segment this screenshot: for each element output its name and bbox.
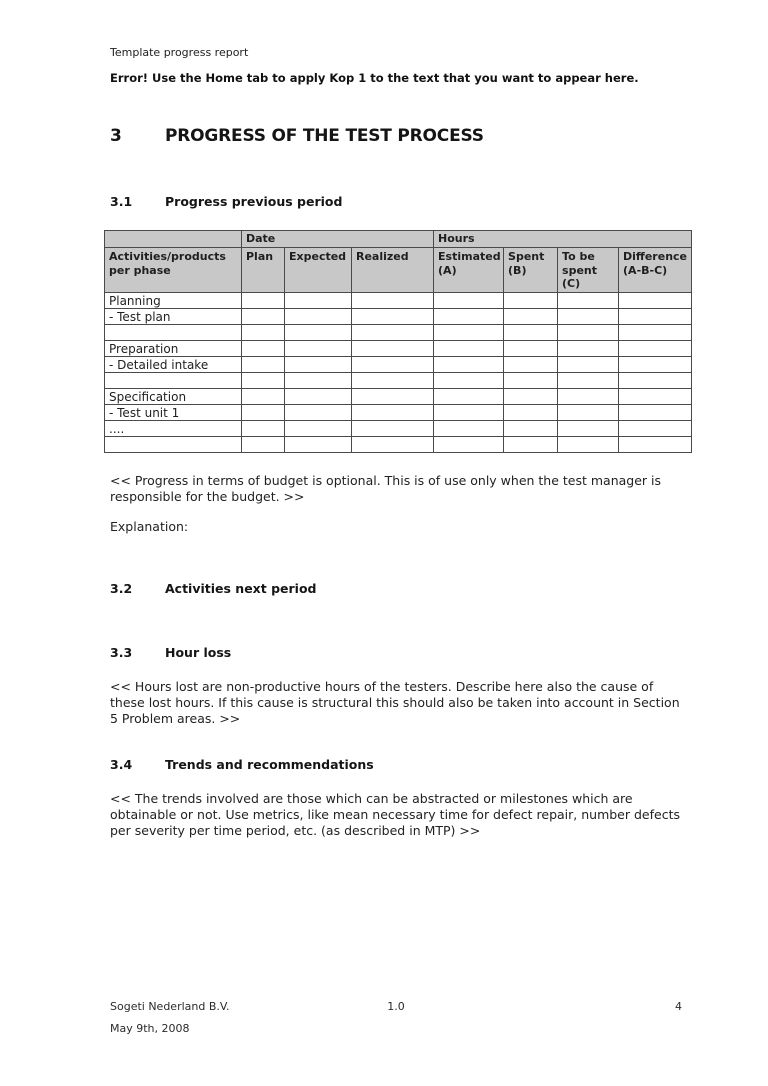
table-cell (504, 405, 558, 421)
table-cell (352, 373, 434, 389)
table-row (105, 405, 692, 421)
table-row (105, 421, 692, 437)
table-cell (619, 325, 692, 341)
table-cell (558, 325, 619, 341)
table-cell (504, 293, 558, 309)
table-cell (285, 325, 352, 341)
table-cell (242, 437, 285, 453)
hour-loss-note: << Hours lost are non-productive hours of the testers. Describe here also the cause of these lost hours. If this cause is structural this should also be taken into account in Section 5 Problem areas. >> (110, 679, 680, 726)
table-cell (434, 373, 504, 389)
table-cell (434, 341, 504, 357)
budget-note: << Progress in terms of budget is optional. This is of use only when the test manager is responsible for the budget. >> (110, 473, 662, 504)
table-cell (619, 309, 692, 325)
row-label (105, 437, 242, 453)
row-label: - Test plan (105, 309, 242, 325)
table-cell (285, 437, 352, 453)
table-cell (504, 309, 558, 325)
table-cell (242, 325, 285, 341)
table-row (105, 357, 692, 373)
table-cell (242, 389, 285, 405)
row-label: Preparation (105, 341, 242, 357)
table-column-header-row (105, 248, 692, 293)
table-cell (558, 341, 619, 357)
table-cell (434, 437, 504, 453)
table-row (105, 341, 692, 357)
table-cell (434, 325, 504, 341)
table-cell (285, 309, 352, 325)
table-cell (285, 293, 352, 309)
explanation-label: Explanation: (110, 519, 189, 534)
table-header-estimated: Estimated (A) (434, 248, 504, 293)
table-cell (504, 341, 558, 357)
table-cell (352, 341, 434, 357)
row-label (105, 325, 242, 341)
table-cell (242, 373, 285, 389)
table-row (105, 325, 692, 341)
table-group-header-date: Date (242, 231, 434, 248)
section-title: Progress previous period (165, 194, 343, 209)
table-header-expected: Expected (285, 248, 352, 293)
table-cell (619, 437, 692, 453)
section-heading-3-4 (110, 757, 374, 772)
footer-page-number: 4 (675, 1000, 683, 1013)
table-cell (434, 293, 504, 309)
section-number: 3.3 (110, 645, 133, 660)
table-cell (352, 293, 434, 309)
chapter-heading (110, 126, 484, 146)
section-title: Activities next period (165, 581, 317, 596)
table-header-plan: Plan (242, 248, 285, 293)
row-label: .... (105, 421, 242, 437)
table-cell (242, 421, 285, 437)
table-header-realized: Realized (352, 248, 434, 293)
row-label: - Test unit 1 (105, 405, 242, 421)
table-row (105, 373, 692, 389)
table-cell (558, 389, 619, 405)
table-row (105, 389, 692, 405)
section-title: Hour loss (165, 645, 232, 660)
table-cell (352, 309, 434, 325)
table-cell (558, 421, 619, 437)
table-cell (242, 293, 285, 309)
table-cell (242, 405, 285, 421)
table-cell (504, 421, 558, 437)
table-header-activities: Activities/products per phase (105, 248, 242, 293)
footer-date: May 9th, 2008 (110, 1022, 190, 1035)
row-label: - Detailed intake (105, 357, 242, 373)
table-cell (619, 389, 692, 405)
table-cell (619, 357, 692, 373)
table-cell (619, 421, 692, 437)
table-cell (558, 437, 619, 453)
table-cell (558, 309, 619, 325)
table-cell (558, 373, 619, 389)
table-cell (504, 437, 558, 453)
row-label (105, 373, 242, 389)
table-cell (504, 373, 558, 389)
table-row (105, 309, 692, 325)
table-cell (242, 341, 285, 357)
progress-table-container (104, 230, 692, 453)
footer-company: Sogeti Nederland B.V. (110, 1000, 230, 1013)
table-cell (504, 389, 558, 405)
table-cell (285, 373, 352, 389)
table-cell (434, 405, 504, 421)
chapter-number: 3 (110, 126, 122, 146)
table-header-to-be-spent: To be spent (C) (558, 248, 619, 293)
table-cell (352, 421, 434, 437)
table-cell (242, 309, 285, 325)
section-title: Trends and recommendations (165, 757, 374, 772)
table-cell (619, 405, 692, 421)
table-cell (285, 405, 352, 421)
table-cell (285, 389, 352, 405)
table-group-header-hours: Hours (434, 231, 692, 248)
table-cell (285, 341, 352, 357)
section-heading-3-3 (110, 645, 231, 660)
table-cell (558, 293, 619, 309)
section-heading-3-2 (110, 581, 316, 596)
row-label: Planning (105, 293, 242, 309)
table-cell (285, 357, 352, 373)
table-header-cell-empty (105, 231, 242, 248)
footer-version: 1.0 (387, 1000, 405, 1013)
running-header-title: Template progress report (110, 46, 249, 59)
table-cell (434, 421, 504, 437)
table-cell (242, 357, 285, 373)
progress-table (104, 230, 692, 453)
table-cell (558, 357, 619, 373)
section-number: 3.4 (110, 757, 133, 772)
row-label: Specification (105, 389, 242, 405)
page-footer (110, 1000, 682, 1013)
table-cell (352, 357, 434, 373)
table-cell (285, 421, 352, 437)
table-row (105, 437, 692, 453)
table-header-spent: Spent (B) (504, 248, 558, 293)
table-cell (352, 325, 434, 341)
table-row (105, 293, 692, 309)
table-group-header-row (105, 231, 692, 248)
table-header-difference: Difference (A-B-C) (619, 248, 692, 293)
section-number: 3.2 (110, 581, 133, 596)
table-cell (352, 405, 434, 421)
table-cell (352, 389, 434, 405)
table-cell (434, 357, 504, 373)
table-cell (504, 357, 558, 373)
table-cell (558, 405, 619, 421)
section-heading-3-1 (110, 194, 342, 209)
section-number: 3.1 (110, 194, 133, 209)
table-cell (434, 389, 504, 405)
table-cell (619, 293, 692, 309)
chapter-title: PROGRESS OF THE TEST PROCESS (165, 126, 484, 146)
table-cell (434, 309, 504, 325)
table-cell (504, 325, 558, 341)
table-cell (352, 437, 434, 453)
trends-note: << The trends involved are those which can be abstracted or milestones which are obtainable or not. Use metrics, like mean necessary time for defect repair, number defects per severity per time period, etc. (as described in MTP) >> (110, 791, 680, 838)
table-cell (619, 341, 692, 357)
table-cell (619, 373, 692, 389)
running-header-error-text: Error! Use the Home tab to apply Kop 1 to the text that you want to appear here. (110, 71, 639, 85)
